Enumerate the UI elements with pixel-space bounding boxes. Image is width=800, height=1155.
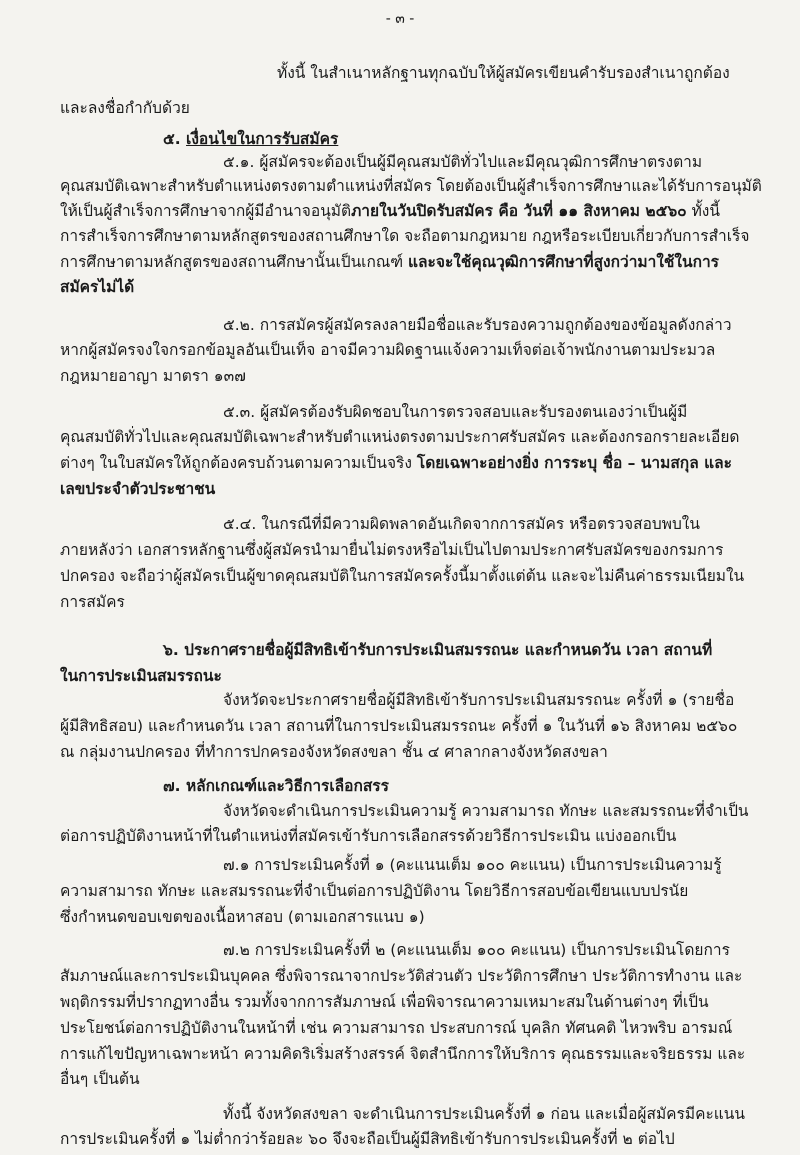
s52-line-2: หากผู้สมัครจงใจกรอกข้อมูลอันเป็นเท็จ อาจมีความผิดฐานแจ้งความเท็จต่อเจ้าพนักงานตามประมวล — [60, 341, 716, 359]
s53-line-3a: ต่างๆ ในใบสมัครให้ถูกต้องครบถ้วนตามความเป็นจริง — [60, 454, 417, 472]
page-number: - ๓ - — [385, 11, 415, 27]
section-7-title: ๗. หลักเกณฑ์และวิธีการเลือกสรร — [163, 777, 389, 795]
s53-line-1: ๕.๓. ผู้สมัครต้องรับผิดชอบในการตรวจสอบและรับรองตนเองว่าเป็นผู้มี — [223, 403, 688, 421]
s51-line-3 — [60, 201, 720, 221]
section-5-number: ๕. — [163, 130, 181, 148]
s51-line-5a: การศึกษาตามหลักสูตรของสถานศึกษานั้นเป็นเกณฑ์ — [60, 253, 409, 271]
s52-line-3: กฎหมายอาญา มาตรา ๑๓๗ — [60, 367, 246, 385]
intro-line-2: และลงชื่อกำกับด้วย — [60, 99, 190, 117]
s51-line-3c: ทั้งนี้ — [686, 202, 720, 220]
s54-line-4: การสมัคร — [60, 593, 125, 611]
s54-line-1: ๕.๔. ในกรณีที่มีความผิดพลาดอันเกิดจากการสมัคร หรือตรวจสอบพบใน — [223, 515, 700, 533]
s53-line-2: คุณสมบัติทั่วไปและคุณสมบัติเฉพาะสำหรับตำแหน่งตรงตามประกาศรับสมัคร และต้องกรอกรายละเอียด — [60, 428, 740, 446]
s51-line-3b: ภายในวันปิดรับสมัคร คือ วันที่ ๑๑ สิงหาคม ๒๕๖๐ — [351, 202, 687, 220]
section-5-heading — [163, 129, 338, 149]
s51-line-3a: ให้เป็นผู้สำเร็จการศึกษาจากผู้มีอำนาจอนุมัติ — [60, 202, 352, 220]
s6-line-2: ผู้มีสิทธิสอบ) และกำหนดวัน เวลา สถานที่ในการประเมินสมรรถนะ ครั้งที่ ๑ ในวันที่ ๑๖ สิงหาคม ๒๕๖๐ — [60, 717, 738, 735]
s53-line-4: เลขประจำตัวประชาชน — [60, 480, 216, 498]
s72-line-1: ๗.๒ การประเมินครั้งที่ ๒ (คะแนนเต็ม ๑๐๐ คะแนน) เป็นการประเมินโดยการ — [223, 941, 730, 959]
s6-line-1: จังหวัดจะประกาศรายชื่อผู้มีสิทธิเข้ารับการประเมินสมรรถนะ ครั้งที่ ๑ (รายชื่อ — [223, 691, 735, 709]
s71-line-1: ๗.๑ การประเมินครั้งที่ ๑ (คะแนนเต็ม ๑๐๐ คะแนน) เป็นการประเมินความรู้ — [223, 856, 722, 874]
closing-line-1: ทั้งนี้ จังหวัดสงขลา จะดำเนินการประเมินครั้งที่ ๑ ก่อน และเมื่อผู้สมัครมีคะแนน — [223, 1105, 745, 1123]
section-6-title-1: ๖. ประกาศรายชื่อผู้มีสิทธิเข้ารับการประเมินสมรรถนะ และกำหนดวัน เวลา สถานที่ — [163, 641, 713, 659]
s53-line-3b: โดยเฉพาะอย่างยิ่ง การระบุ ชื่อ – นามสกุล และ — [416, 454, 732, 472]
s71-line-3: ซึ่งกำหนดขอบเขตของเนื้อหาสอบ (ตามเอกสารแนบ ๑) — [60, 908, 425, 926]
s51-line-1: ๕.๑. ผู้สมัครจะต้องเป็นผู้มีคุณสมบัติทั่วไปและมีคุณวุฒิการศึกษาตรงตาม — [223, 153, 703, 171]
s6-line-3: ณ กลุ่มงานปกครอง ที่ทำการปกครองจังหวัดสงขลา ชั้น ๔ ศาลากลางจังหวัดสงขลา — [60, 743, 608, 761]
s51-line-4: การสำเร็จการศึกษาตามหลักสูตรของสถานศึกษาใด จะถือตามกฎหมาย กฎหรือระเบียบเกี่ยวกับการสำเร็จ — [60, 227, 750, 245]
s7-line-2: ต่อการปฏิบัติงานหน้าที่ในตำแหน่งที่สมัครเข้ารับการเลือกสรรด้วยวิธีการประเมิน แบ่งออกเป็น — [60, 827, 677, 845]
s52-line-1: ๕.๒. การสมัครผู้สมัครลงลายมือชื่อและรับรองความถูกต้องของข้อมูลดังกล่าว — [223, 316, 732, 334]
s7-line-1: จังหวัดจะดำเนินการประเมินความรู้ ความสามารถ ทักษะ และสมรรถนะที่จำเป็น — [223, 802, 749, 820]
s72-line-2: สัมภาษณ์และการประเมินบุคคล ซึ่งพิจารณาจากประวัติส่วนตัว ประวัติการศึกษา ประวัติการทำงาน และ — [60, 967, 743, 985]
s72-line-3: พฤติกรรมที่ปรากฏทางอื่น รวมทั้งจากการสัมภาษณ์ เพื่อพิจารณาความเหมาะสมในด้านต่างๆ ที่เป็น — [60, 993, 709, 1011]
s72-line-4: ประโยชน์ต่อการปฏิบัติงานในหน้าที่ เช่น ความสามารถ ประสบการณ์ บุคลิก ทัศนคติ ไหวพริบ อารมณ์ — [60, 1019, 733, 1037]
s72-line-5: การแก้ไขปัญหาเฉพาะหน้า ความคิดริเริ่มสร้างสรรค์ จิตสำนึกการให้บริการ คุณธรรมและจริยธรรม และ — [60, 1045, 746, 1063]
s53-line-3 — [60, 453, 732, 473]
s54-line-3: ปกครอง จะถือว่าผู้สมัครเป็นผู้ขาดคุณสมบัติในการสมัครครั้งนี้มาตั้งแต่ต้น และจะไม่คืนค่าธรรมเนียมใน — [60, 567, 745, 585]
s54-line-2: ภายหลังว่า เอกสารหลักฐานซึ่งผู้สมัครนำมายื่นไม่ตรงหรือไม่เป็นไปตามประกาศรับสมัครของกรมการ — [60, 541, 724, 559]
section-6-title-2: ในการประเมินสมรรถนะ — [60, 667, 222, 685]
s51-line-6: สมัครไม่ได้ — [60, 278, 135, 296]
closing-line-2: การประเมินครั้งที่ ๑ ไม่ต่ำกว่าร้อยละ ๖๐ จึงจะถือเป็นผู้มีสิทธิเข้ารับการประเมินครั้งที่ ๒ ต่อไป — [60, 1130, 675, 1148]
s51-line-2: คุณสมบัติเฉพาะสำหรับตำแหน่งตรงตามตำแหน่งที่สมัคร โดยต้องเป็นผู้สำเร็จการศึกษาและได้รับการอนุมัติ — [60, 177, 762, 195]
intro-line-1: ทั้งนี้ ในสำเนาหลักฐานทุกฉบับให้ผู้สมัครเขียนคำรับรองสำเนาถูกต้อง — [277, 64, 730, 82]
s51-line-5b: และจะใช้คุณวุฒิการศึกษาที่สูงกว่ามาใช้ในการ — [408, 253, 719, 271]
section-5-title: เงื่อนไขในการรับสมัคร — [186, 130, 339, 148]
s51-line-5 — [60, 252, 719, 272]
s72-line-6: อื่นๆ เป็นต้น — [60, 1070, 140, 1088]
s71-line-2: ความสามารถ ทักษะ และสมรรถนะที่จำเป็นต่อการปฏิบัติงาน โดยวิธีการสอบข้อเขียนแบบปรนัย — [60, 882, 689, 900]
